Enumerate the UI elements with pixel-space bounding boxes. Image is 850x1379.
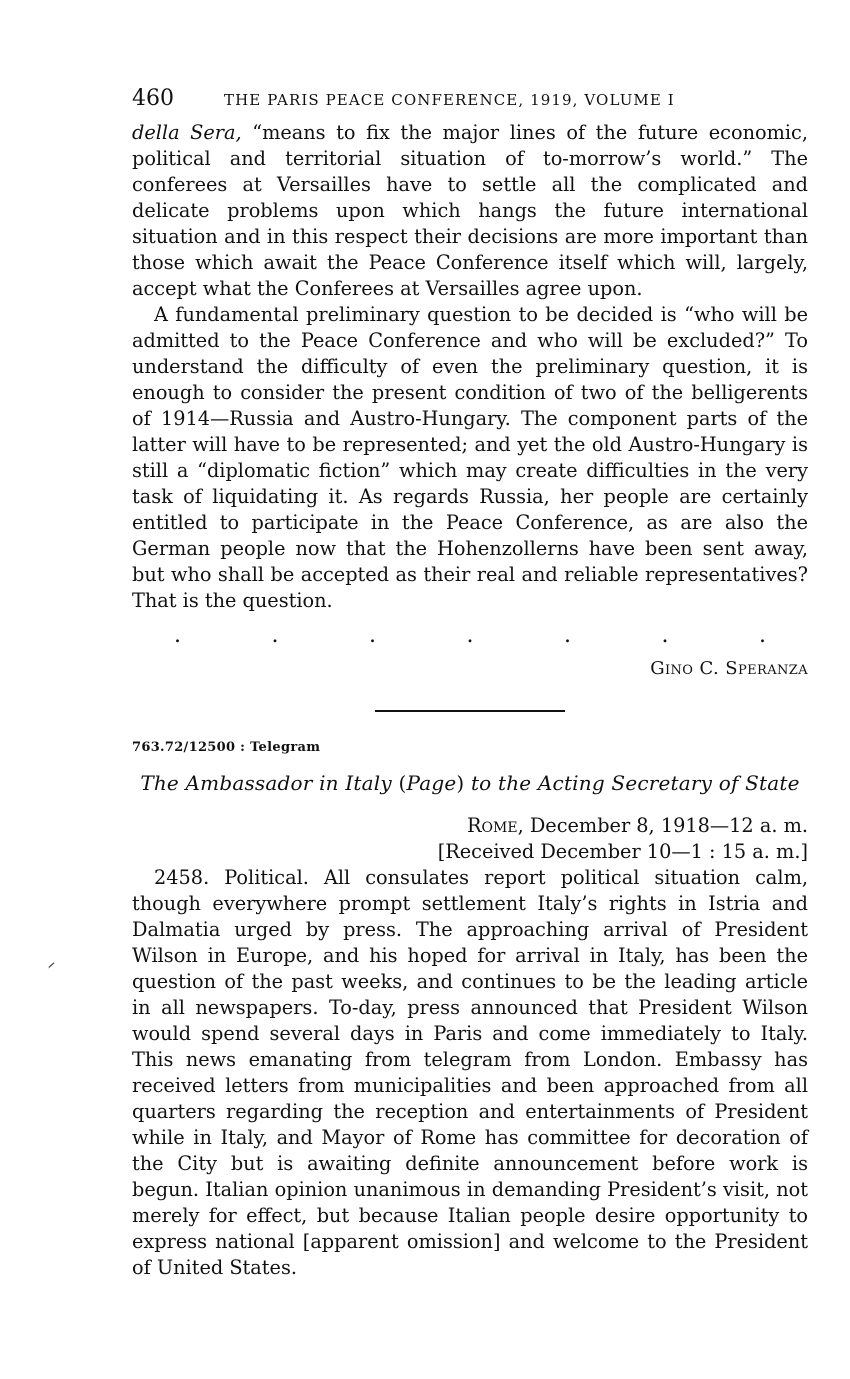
ellipsis-row: [132, 624, 808, 648]
continuation-text: “means to fix the major lines of the future economic, political and territorial situation of to-morrow’s world.” The conferees at Versailles have to settle all the complicated and delicate problems upon which hangs the future international situation and in this respect their decisions are more important than those which await the Peace Conference itself which will, largely, accept what the Conferees at Versailles agree upon.: [132, 121, 808, 300]
ellipsis-dot: .: [661, 623, 669, 648]
ellipsis-dot: .: [759, 623, 766, 648]
signature: Gino C. Speranza: [650, 658, 808, 679]
section-divider: [375, 710, 565, 712]
received-line: [Received December 10—1 : 15 a. m.]: [437, 840, 808, 863]
file-reference: 763.72/12500 : Telegram: [132, 740, 321, 755]
continuation-paragraph: [132, 120, 808, 302]
dateline-date: December 8, 1918—12 a. m.: [523, 814, 808, 837]
ellipsis-dot: .: [564, 623, 571, 648]
ellipsis-dot: .: [174, 623, 181, 648]
stray-mark-icon: [48, 962, 55, 969]
heading-name: Page: [406, 771, 457, 795]
page-number: 460: [132, 86, 174, 111]
document-heading: [132, 771, 808, 795]
newspaper-name: della Sera,: [132, 121, 242, 144]
dateline-place: Rome,: [467, 814, 524, 837]
heading-part-2: to the Acting Secretary of State: [464, 771, 800, 795]
ellipsis-dot: .: [271, 623, 279, 648]
ellipsis-dot: .: [466, 623, 474, 648]
running-title: THE PARIS PEACE CONFERENCE, 1919, VOLUME I: [224, 91, 675, 109]
dateline: [132, 813, 808, 865]
document-page: [132, 86, 808, 1281]
sent-line: [132, 813, 808, 839]
telegram-body: 2458. Political. All consulates report political situation calm, though everywhere prompt settlement Italy’s rights in Istria and Dalmatia urged by press. The approaching arrival of President Wilson in Europe, and his hoped for arrival in Italy, has been the question of the past weeks, and continues to be the leading article in all newspapers. To-day, press announced that President Wilson would spend several days in Paris and come immediately to Italy. This news emanating from telegram from London. Embassy has received letters from municipalities and been approached from all quarters regarding the reception and entertainments of President while in Italy, and Mayor of Rome has committee for decoration of the City but is awaiting definite announcement before work is begun. Italian opinion unanimous in demanding President’s visit, not merely for effect, but because Italian people desire opportunity to express national [apparent omission] and welcome to the President of United States.: [132, 866, 808, 1279]
preliminary-question-paragraph: A fundamental preliminary question to be decided is “who will be admitted to the Peace Conference and who will be excluded?” To understand the difficulty of even the preliminary question, it is enough to consider the present condition of two of the belligerents of 1914—Russia and Austro-Hungary. The component parts of the latter will have to be represented; and yet the old Austro-Hungary is still a “diplomatic fiction” which may create difficulties in the very task of liquidating it. As regards Russia, her people are certainly entitled to participate in the Peace Conference, as are also the German people now that the Hohenzollerns have been sent away, but who shall be accepted as their real and reliable representatives? That is the question.: [132, 303, 808, 612]
running-header: [132, 86, 808, 116]
heading-paren-open: (: [398, 771, 407, 795]
ellipsis-dot: .: [369, 623, 376, 648]
heading-paren-close: ): [456, 771, 465, 795]
heading-part-1: The Ambassador in Italy: [140, 771, 399, 795]
